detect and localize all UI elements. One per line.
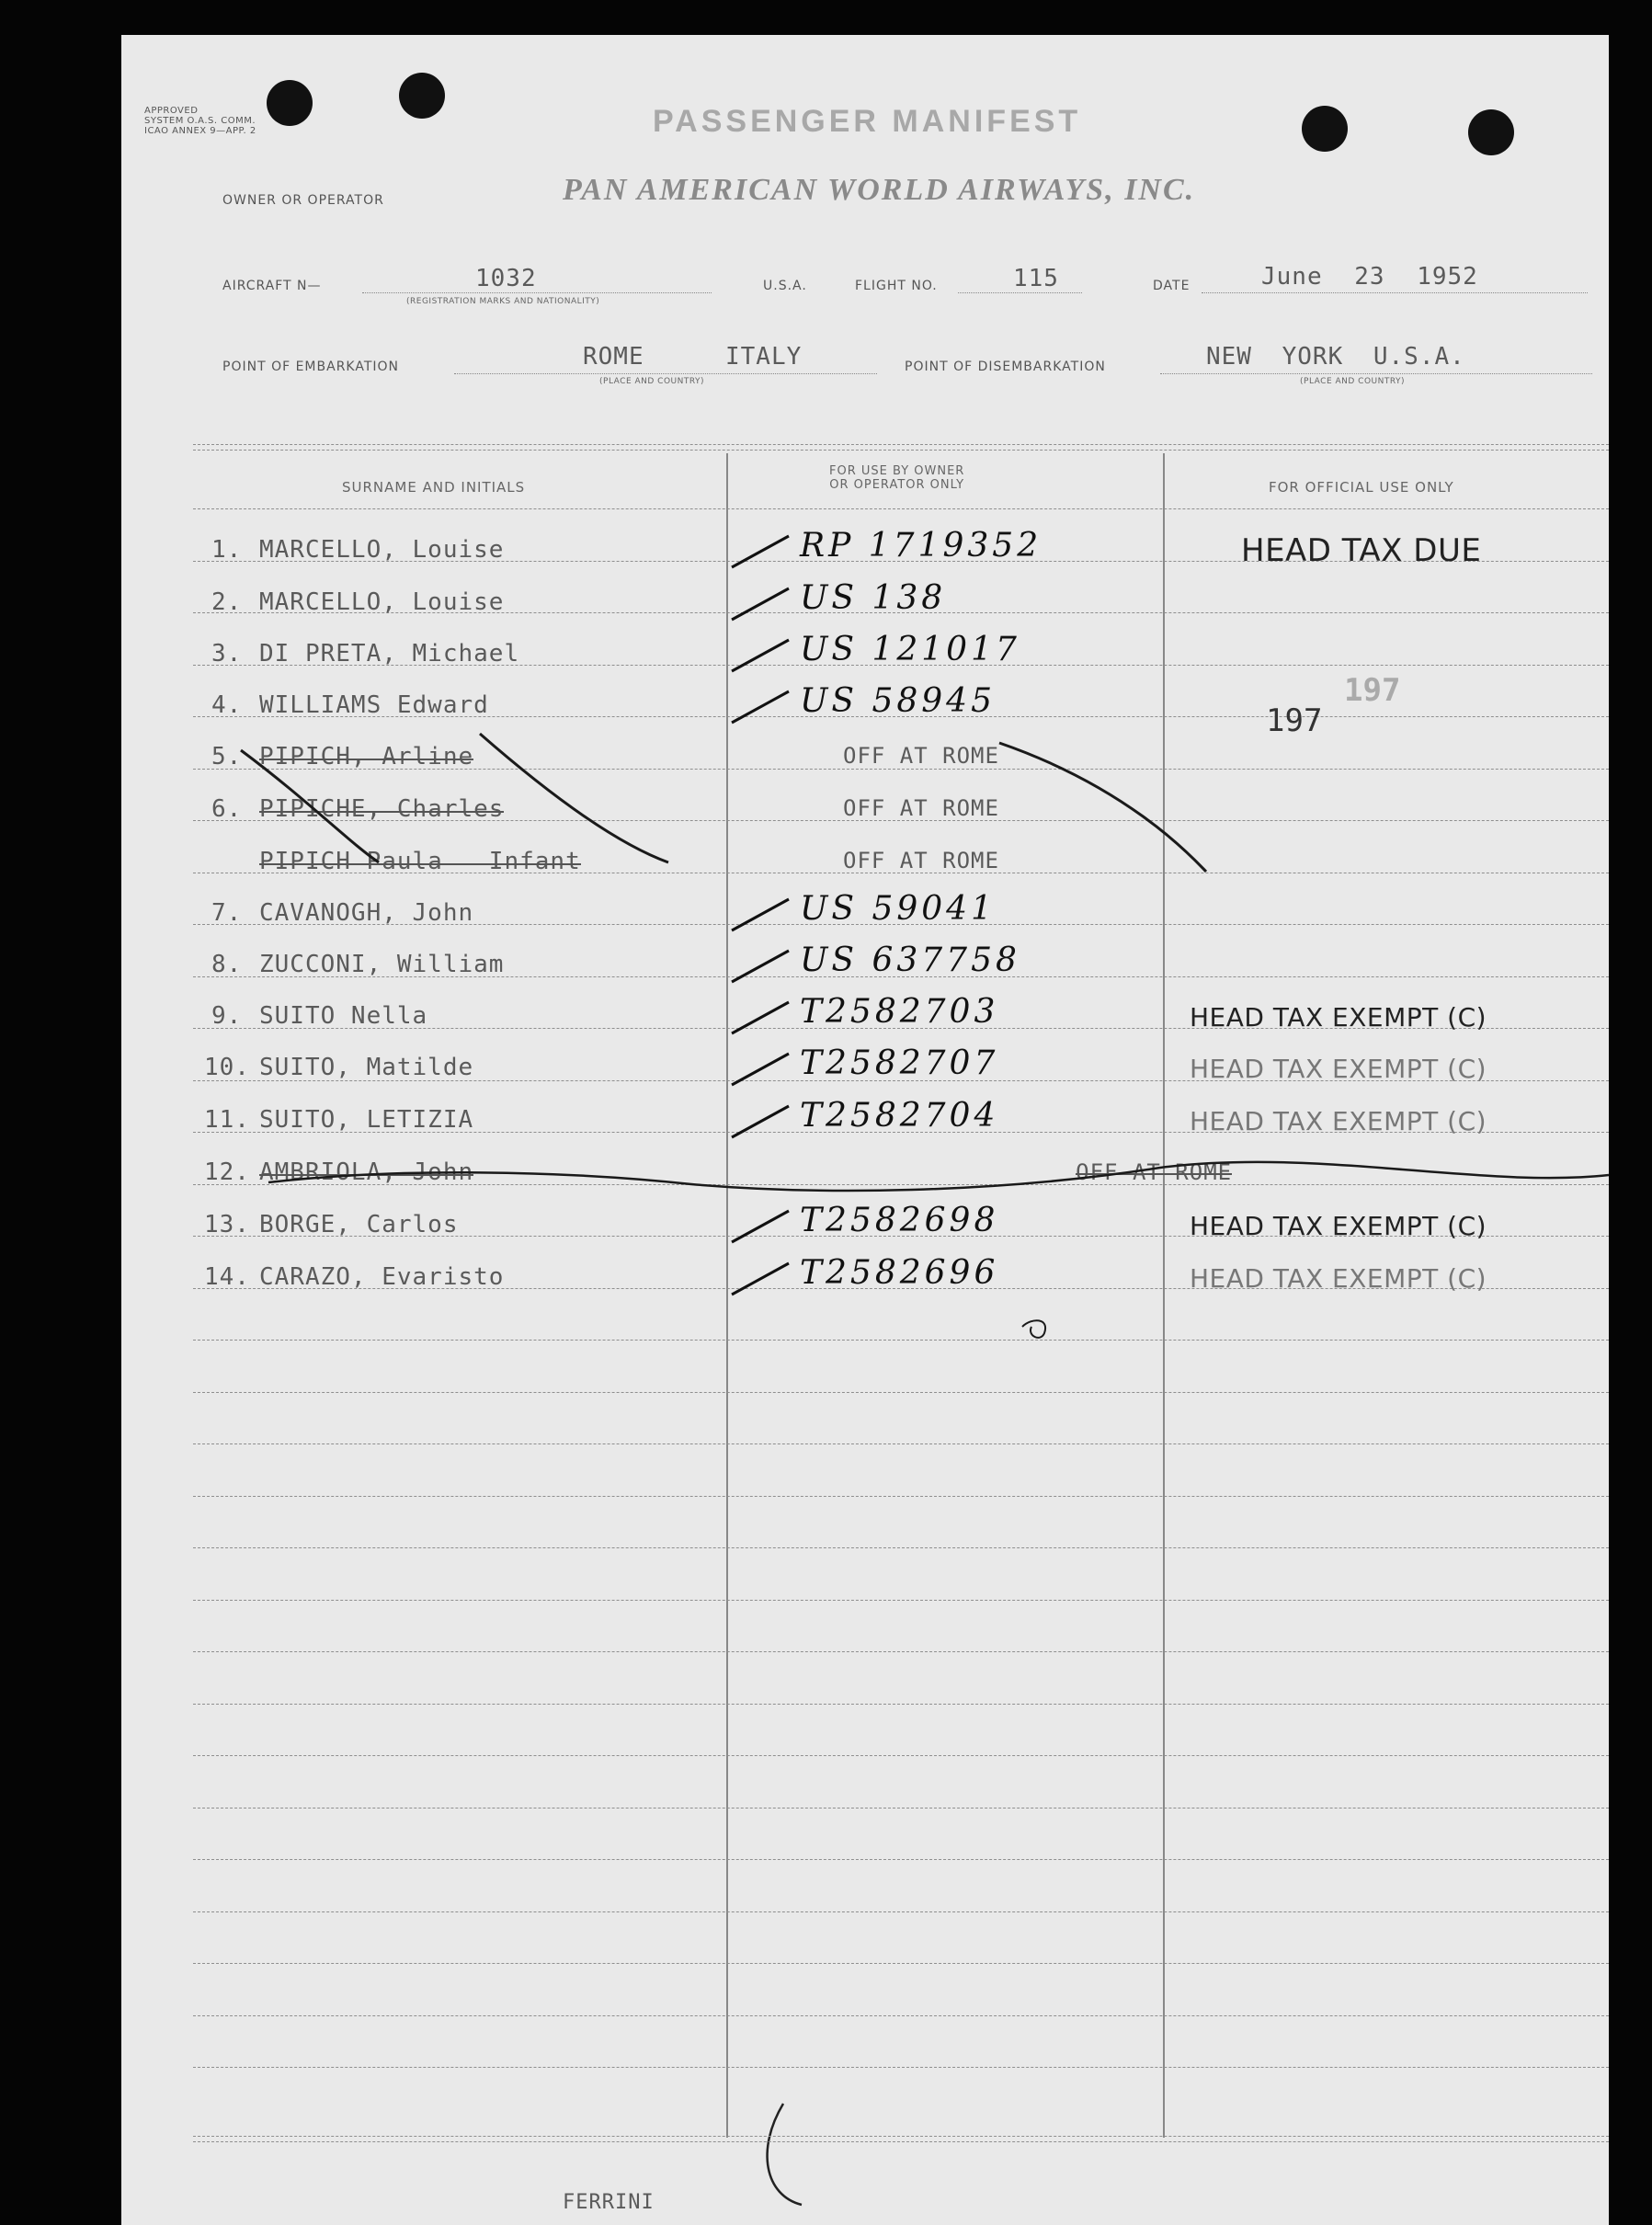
- row-rule: [193, 1600, 1609, 1601]
- tax-status-stamp: HEAD TAX EXEMPT (C): [1190, 1211, 1487, 1241]
- owner-note: OFF AT ROME: [843, 848, 999, 873]
- row-number: 4.: [211, 691, 243, 719]
- row-rule: [193, 2015, 1609, 2016]
- row-rule: [193, 1340, 1609, 1341]
- passenger-name: CAVANOGH, John: [259, 899, 474, 927]
- passenger-row: [121, 527, 1609, 576]
- passenger-name: BORGE, Carlos: [259, 1211, 459, 1238]
- row-number: 12.: [204, 1158, 250, 1186]
- check-mark-icon: [728, 894, 792, 938]
- passport-number: US 59041: [800, 890, 996, 928]
- row-rule: [193, 508, 1609, 509]
- passenger-name: SUITO, Matilde: [259, 1054, 474, 1081]
- tax-status-stamp: HEAD TAX DUE: [1241, 532, 1482, 569]
- passenger-name: MARCELLO, Louise: [259, 536, 505, 564]
- aircraft-sublabel: (REGISTRATION MARKS AND NATIONALITY): [406, 297, 600, 306]
- check-mark-icon: [728, 945, 792, 989]
- passenger-row: [121, 993, 1609, 1043]
- row-number: 9.: [211, 1002, 243, 1030]
- passenger-row: [121, 743, 1609, 783]
- row-rule: [193, 1808, 1609, 1809]
- punch-hole: [1468, 109, 1514, 155]
- row-rule: [193, 1392, 1609, 1393]
- passport-number: US 121017: [800, 631, 1020, 668]
- owner-note: OFF AT ROME: [1076, 1159, 1233, 1185]
- row-rule: [193, 1496, 1609, 1497]
- tax-status-stamp: HEAD TAX EXEMPT (C): [1190, 1054, 1487, 1084]
- official-note: 197: [1344, 672, 1401, 709]
- passenger-name: CARAZO, Evaristo: [259, 1263, 505, 1291]
- row-rule: [193, 1911, 1609, 1912]
- passenger-name: SUITO, LETIZIA: [259, 1106, 474, 1134]
- punch-hole: [267, 80, 313, 126]
- check-mark-icon: [728, 531, 792, 575]
- column-header-owner: FOR USE BY OWNER OR OPERATOR ONLY: [829, 464, 965, 492]
- passenger-name: AMBRIOLA, John: [259, 1158, 474, 1186]
- tax-status-stamp: HEAD TAX EXEMPT (C): [1190, 1263, 1487, 1294]
- flight-label: FLIGHT NO.: [855, 279, 938, 293]
- row-number: 10.: [204, 1054, 250, 1081]
- row-number: 7.: [211, 899, 243, 927]
- passenger-name: PIPICH Paula Infant: [259, 848, 581, 875]
- passenger-name: PIPICH, Arline: [259, 743, 474, 770]
- passenger-row: [121, 1202, 1609, 1251]
- column-header-surname: SURNAME AND INITIALS: [342, 479, 526, 496]
- row-number: 11.: [204, 1106, 250, 1134]
- row-rule: [193, 1704, 1609, 1705]
- aircraft-label: AIRCRAFT N—: [222, 279, 322, 293]
- footer-signature-name: FERRINI: [563, 2191, 655, 2214]
- owner-note: OFF AT ROME: [843, 795, 999, 821]
- row-rule: [193, 1859, 1609, 1860]
- tax-status-stamp: HEAD TAX EXEMPT (C): [1190, 1106, 1487, 1136]
- check-mark-icon: [728, 1205, 792, 1249]
- row-number: 13.: [204, 1211, 250, 1238]
- form-code: APPROVED SYSTEM O.A.S. COMM. ICAO ANNEX 9—APP. 2: [144, 106, 256, 136]
- row-number: 3.: [211, 640, 243, 668]
- row-number: 1.: [211, 536, 243, 564]
- row-number: 2.: [211, 588, 243, 616]
- row-rule: [193, 1443, 1609, 1444]
- page-title: PASSENGER MANIFEST: [653, 104, 1082, 139]
- aircraft-country: U.S.A.: [763, 279, 807, 293]
- check-mark-icon: [728, 1101, 792, 1145]
- passport-number: T2582703: [800, 993, 999, 1031]
- row-number: 6.: [211, 795, 243, 823]
- passenger-name: PIPICHE, Charles: [259, 795, 505, 823]
- passport-number: RP 1719352: [800, 527, 1042, 565]
- check-mark-icon: [728, 686, 792, 730]
- passport-number: US 637758: [800, 941, 1020, 979]
- passport-number: US 138: [800, 579, 947, 617]
- aircraft-number: 1032: [475, 265, 537, 292]
- row-rule: [193, 1963, 1609, 1964]
- passenger-name: DI PRETA, Michael: [259, 640, 520, 668]
- punch-hole: [1302, 106, 1348, 152]
- airline-name: PAN AMERICAN WORLD AIRWAYS, INC.: [563, 173, 1196, 207]
- official-note: 197: [1266, 702, 1323, 739]
- passport-number: T2582704: [800, 1097, 999, 1135]
- passport-number: T2582707: [800, 1044, 999, 1082]
- punch-hole: [399, 73, 445, 119]
- embarkation-place: ROME: [583, 343, 644, 371]
- check-mark-icon: [728, 1258, 792, 1302]
- check-mark-icon: [728, 997, 792, 1041]
- passenger-row: [121, 795, 1609, 836]
- row-rule: [193, 1651, 1609, 1652]
- passenger-row: [121, 579, 1609, 629]
- row-rule: [193, 1755, 1609, 1756]
- row-number: 14.: [204, 1263, 250, 1291]
- manifest-page: [121, 35, 1609, 2225]
- row-rule: [193, 2067, 1609, 2068]
- check-mark-icon: [728, 634, 792, 679]
- embarkation-label: POINT OF EMBARKATION: [222, 359, 400, 374]
- passenger-name: ZUCCONI, William: [259, 951, 505, 978]
- flight-number: 115: [1013, 265, 1059, 292]
- disembarkation-label: POINT OF DISEMBARKATION: [905, 359, 1106, 374]
- passenger-name: SUITO Nella: [259, 1002, 428, 1030]
- passenger-row: [121, 941, 1609, 991]
- passenger-name: MARCELLO, Louise: [259, 588, 505, 616]
- row-number: 5.: [211, 743, 243, 770]
- passenger-row: [121, 890, 1609, 940]
- passenger-row: [121, 1097, 1609, 1147]
- date-label: DATE: [1153, 279, 1191, 293]
- passenger-name: WILLIAMS Edward: [259, 691, 489, 719]
- owner-label: OWNER OR OPERATOR: [222, 193, 384, 208]
- passenger-row: [121, 1044, 1609, 1094]
- embarkation-country: ITALY: [725, 343, 803, 371]
- row-number: 8.: [211, 951, 243, 978]
- passenger-row: [121, 1254, 1609, 1304]
- flight-date: June 23 1952: [1261, 263, 1478, 291]
- row-rule: [193, 1547, 1609, 1548]
- tax-status-stamp: HEAD TAX EXEMPT (C): [1190, 1002, 1487, 1033]
- disembarkation-sublabel: (PLACE AND COUNTRY): [1300, 377, 1406, 386]
- disembarkation-place: NEW YORK U.S.A.: [1206, 343, 1465, 371]
- passport-number: T2582698: [800, 1202, 999, 1239]
- owner-note: OFF AT ROME: [843, 743, 999, 769]
- passenger-row: [121, 848, 1609, 888]
- check-mark-icon: [728, 583, 792, 627]
- passport-number: US 58945: [800, 682, 996, 720]
- passport-number: T2582696: [800, 1254, 999, 1292]
- column-header-official: FOR OFFICIAL USE ONLY: [1269, 479, 1454, 496]
- embarkation-sublabel: (PLACE AND COUNTRY): [599, 377, 705, 386]
- check-mark-icon: [728, 1048, 792, 1092]
- passenger-row: [121, 1158, 1609, 1199]
